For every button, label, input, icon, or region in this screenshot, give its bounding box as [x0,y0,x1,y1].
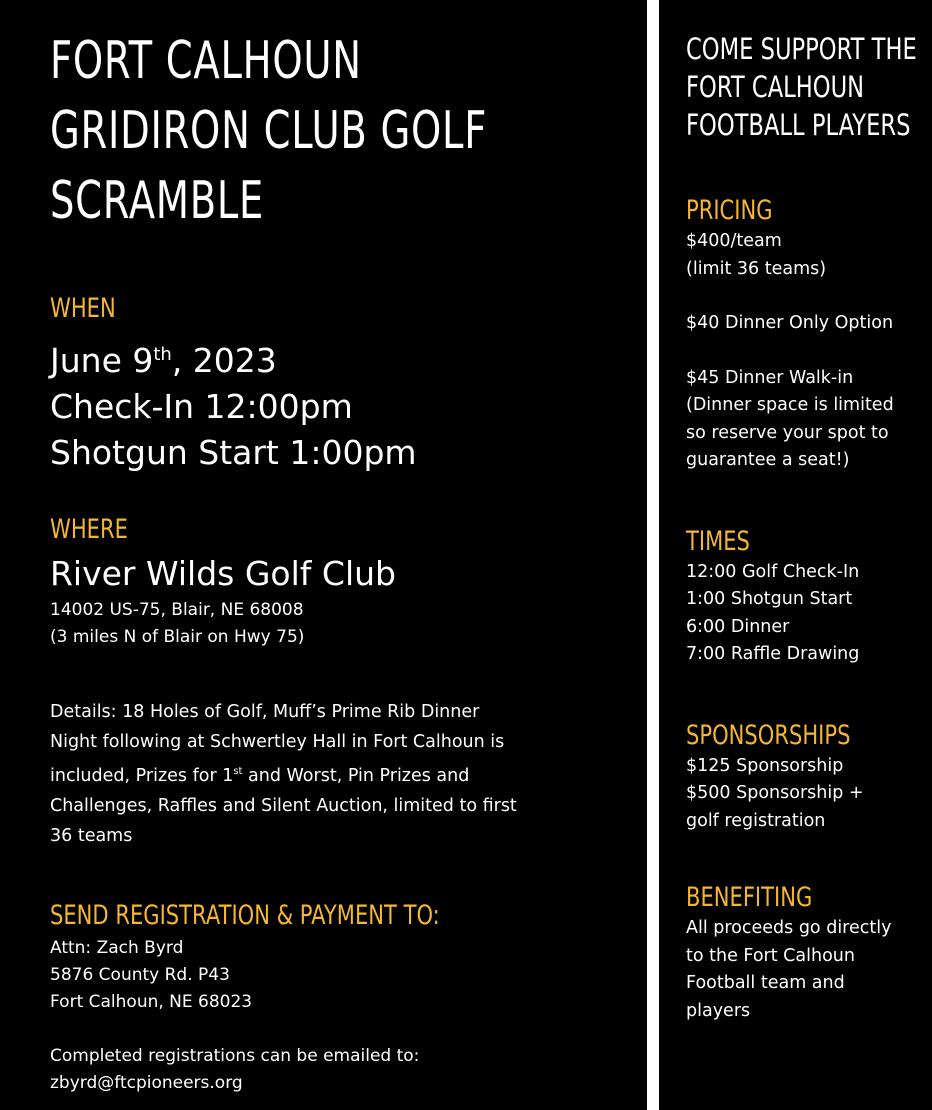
event-date [50,332,627,384]
where-heading: WHERE [50,514,128,545]
pricing-section [686,194,932,475]
event-date-year: , 2023 [171,341,277,380]
sponsorship-item: golf registration [686,810,826,831]
event-date-suffix: th [153,344,172,365]
benefiting-line: All proceeds go directly [686,918,892,938]
benefiting-heading: BENEFITING [686,882,813,913]
details-ordinal: st [233,766,243,777]
event-date-day: June 9 [50,341,154,380]
dinner-note-line: so reserve your spot to [686,422,889,443]
event-title [50,26,627,234]
times-item: 7:00 Raffle Drawing [686,644,860,664]
details-section [50,697,627,851]
team-limit: (limit 36 teams) [686,258,827,279]
details-line: Night following at Schwertley Hall in Fort Calhoun is [50,732,505,752]
details-line-part: and Worst, Pin Prizes and [242,765,470,786]
details-line: 36 teams [50,825,133,846]
sidebar-title [686,30,932,144]
when-heading: WHEN [50,293,116,324]
sponsorship-item: $500 Sponsorship + [686,783,864,803]
sidebar-title-line: FOOTBALL PLAYERS [686,108,911,142]
benefiting-section [686,881,932,1025]
walkin-price: $45 Dinner Walk-in [686,367,854,388]
where-section [50,513,627,651]
venue-directions: (3 miles N of Blair on Hwy 75) [50,627,305,647]
details-line-part: included, Prizes for 1 [50,765,234,786]
venue-name: River Wilds Golf Club [50,554,396,593]
times-item: 12:00 Golf Check-In [686,561,860,582]
details-line: Challenges, Raffles and Silent Auction, limited to first [50,795,517,816]
times-item: 6:00 Dinner [686,616,790,637]
benefiting-line: to the Fort Calhoun [686,945,855,966]
sidebar-title-line: COME SUPPORT THE [686,32,917,66]
details-line [50,757,627,791]
benefiting-line: players [686,1000,751,1021]
venue-address: 14002 US-75, Blair, NE 68008 [50,600,304,620]
times-section [686,525,932,669]
times-item: 1:00 Shotgun Start [686,589,853,609]
checkin-time: Check-In 12:00pm [50,387,353,426]
benefiting-line: Football team and [686,973,845,993]
sidebar-panel [659,0,932,1110]
registration-email-note: Completed registrations can be emailed to: [50,1045,420,1066]
sponsorship-item: $125 Sponsorship [686,755,844,776]
sponsorships-heading: SPONSORSHIPS [686,719,851,751]
event-title-line: FORT CALHOUN [50,31,362,91]
registration-heading: SEND REGISTRATION & PAYMENT TO: [50,899,440,931]
shotgun-time: Shotgun Start 1:00pm [50,433,417,472]
details-line: Details: 18 Holes of Golf, Muff’s Prime Rib Dinner [50,702,480,722]
registration-email[interactable]: zbyrd@ftcpioneers.org [50,1072,243,1093]
registration-section [50,899,627,1097]
sidebar-title-line: FORT CALHOUN [686,70,865,104]
registration-street: 5876 County Rd. P43 [50,964,230,985]
registration-city: Fort Calhoun, NE 68023 [50,991,253,1012]
event-title-line: GRIDIRON CLUB GOLF [50,101,488,161]
event-title-line: SCRAMBLE [50,171,265,231]
sponsorships-section [686,719,932,836]
times-heading: TIMES [686,525,750,557]
team-price: $400/team [686,231,782,251]
dinner-note-line: (Dinner space is limited [686,395,894,415]
when-section [50,292,627,476]
registration-attn: Attn: Zach Byrd [50,937,184,958]
pricing-heading: PRICING [686,195,773,226]
dinner-note-line: guarantee a seat!) [686,450,850,470]
dinner-only-price: $40 Dinner Only Option [686,313,894,333]
